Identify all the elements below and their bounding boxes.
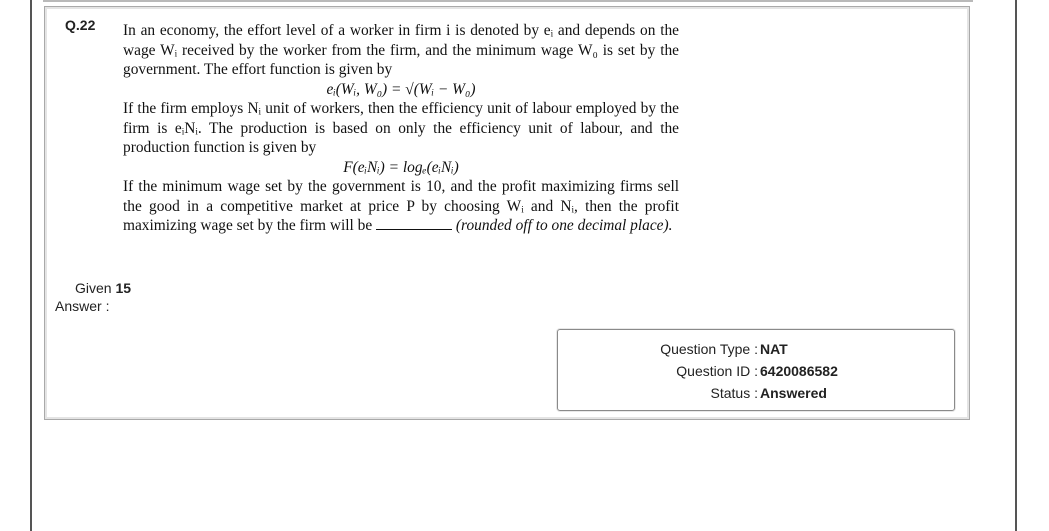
- status-value: Answered: [760, 385, 827, 401]
- question-id-label: Question ID :: [676, 363, 758, 379]
- question-paragraph-3-text: If the minimum wage set by the government is 10, and the profit maximizing firms sell the good in a competitive market at price P by choosing Wᵢ and Nᵢ, then the profit maximizing wage set by the firm will be: [123, 178, 679, 234]
- question-paragraph-1: In an economy, the effort level of a worker in firm i is denoted by eᵢ and depends on the wage Wᵢ received by the worker from the firm, and the minimum wage W₀ is set by the government. The effort function is given by: [123, 22, 679, 78]
- question-card: [44, 6, 970, 420]
- question-paragraph-3: [123, 177, 679, 236]
- question-meta-box: [557, 329, 955, 411]
- previous-card-edge: [43, 0, 973, 2]
- given-label: Given: [75, 280, 112, 296]
- page-border-left: [30, 0, 32, 531]
- question-type-label: Question Type :: [660, 341, 758, 357]
- question-id-value: 6420086582: [760, 363, 838, 379]
- given-value: 15: [115, 280, 132, 296]
- status-label: Status :: [710, 385, 758, 401]
- question-number: Q.22: [65, 17, 96, 33]
- question-paragraph-2: If the firm employs Nᵢ unit of workers, then the efficiency unit of labour employed by the firm is eᵢNᵢ. The production is based on only the efficiency unit of labour, and the production function is given by: [123, 100, 679, 156]
- effort-function-equation: eᵢ(Wᵢ, W₀) = √(Wᵢ − W₀): [326, 80, 476, 98]
- question-type-value: NAT: [760, 341, 788, 357]
- given-answer: [75, 280, 131, 296]
- production-function-equation: F(eᵢNᵢ) = logₑ(eᵢNᵢ): [343, 158, 459, 176]
- answer-label: Answer :: [55, 298, 110, 314]
- question-text: [123, 21, 679, 236]
- rounding-note: (rounded off to one decimal place).: [455, 217, 673, 234]
- answer-blank: [376, 219, 452, 230]
- page-border-right: [1015, 0, 1017, 531]
